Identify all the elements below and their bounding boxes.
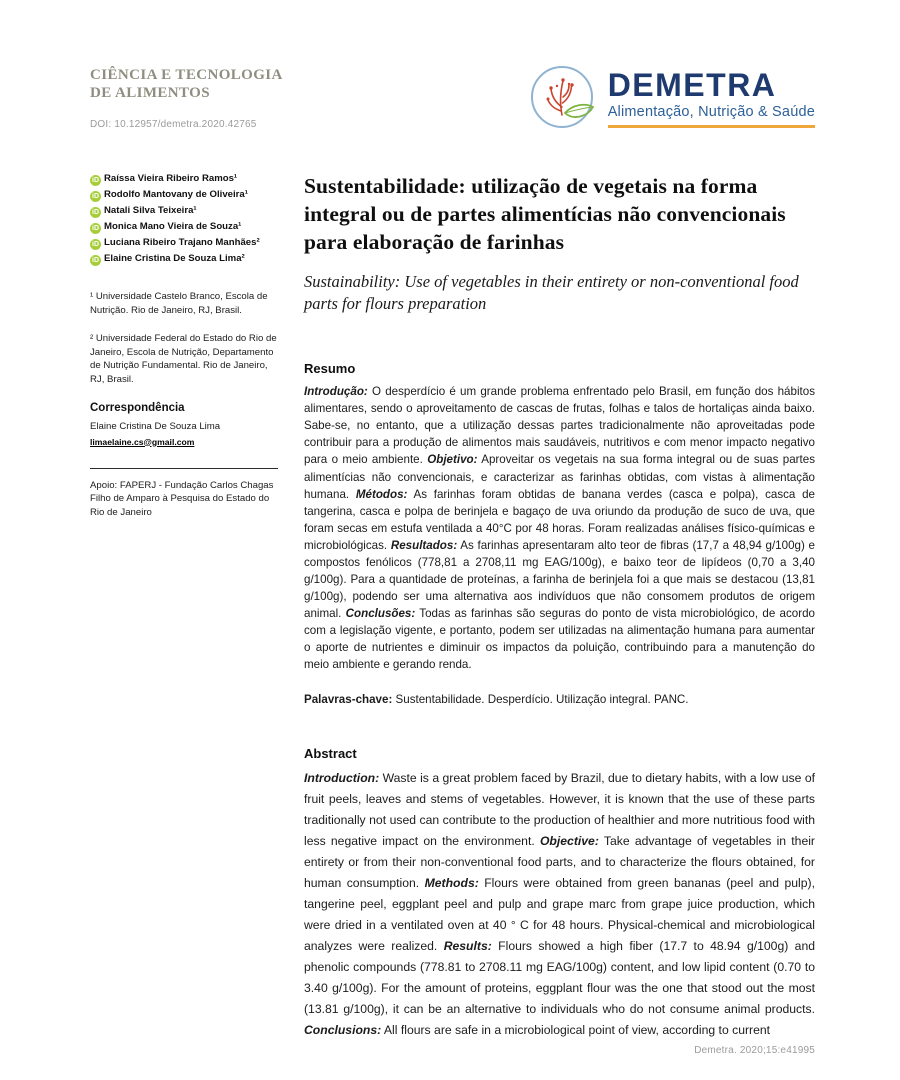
page-citation: Demetra. 2020;15:e41995 [694, 1045, 815, 1056]
paragraph-segment-label: Objetivo: [427, 453, 478, 467]
funding-note: Apoio: FAPERJ - Fundação Carlos Chagas Filho de Amparo à Pesquisa do Estado do Rio de Janeiro [90, 479, 274, 518]
author-name: Raíssa Vieira Ribeiro Ramos¹ [104, 173, 238, 184]
sidebar [90, 173, 278, 1041]
affiliation-2: ² Universidade Federal do Estado do Rio de Janeiro, Escola de Nutrição, Departamento de Nutrição Fundamental. Rio de Janeiro, RJ, Brasil. [90, 333, 277, 386]
author-name: Luciana Ribeiro Trajano Manhães² [104, 237, 260, 248]
paragraph-segment-label: Métodos: [355, 487, 408, 501]
author-list [90, 173, 278, 266]
abstract-text: Introduction: Waste is a great problem faced by Brazil, due to dietary habits, with a low use of fruit peels, leaves and stems of vegetables. However, it is known that the use of these parts traditionally not used can contribute to the production of healthier and more nutritious food with less negative impact on the environment. Objective: Take advantage of vegetables in their entirety or from their non-conventional food parts, and to characterize the flours obtained, for human consumption. Methods: Flours were obtained from green bananas (peel and pulp), tangerine peel, eggplant peel and pulp and grape marc from grape juice production, which were dried in a ventilated oven at 40 ° C for 48 hours. Physical-chemical and microbiological analyzes were realized. Results: Flours showed a high fiber (17.7 to 48.94 g/100g) and phenolic compounds (778.81 to 2708.11 mg EAG/100g) content, and low lipid content (0.70 to 3.40 g/100g). For the amount of proteins, eggplant flour was the one that stood out the most (13.81 g/100g), it can be an alternative to individuals who do not consume animal products. Conclusions: All flours are safe in a microbiological point of view, according to current [304, 770, 815, 1037]
brand-block [607, 66, 815, 128]
article-main [304, 173, 815, 1041]
paragraph-segment-label: Conclusions: [304, 1022, 382, 1037]
author-name: Rodolfo Mantovany de Oliveira¹ [104, 189, 248, 200]
content-area [0, 136, 900, 1041]
doi-text: DOI: 10.12957/demetra.2020.42765 [90, 119, 257, 130]
author-name: Elaine Cristina De Souza Lima² [104, 253, 245, 264]
resumo-text: Introdução: O desperdício é um grande problema enfrentado pelo Brasil, em função dos hábitos alimentares, sendo o aproveitamento de cascas de frutas, folhas e talos de hortaliças ainda baixo. Sabe-se, no entanto, que a utilização dessas partes tradicionalmente não aproveitadas pode contribuir para a produção de alimentos mais saudáveis, nutritivos e com menor impacto negativo para o meio ambiente. Objetivo: Aproveitar os vegetais na sua forma integral ou de suas partes alimentícias não convencionais, e caracterizar as farinhas obtidas, com vistas à alimentação humana. Métodos: As farinhas foram obtidas de banana verdes (casca e polpa), casca de tangerina, casca e polpa de berinjela e bagaço de uva oriundo da produção de suco de uva, que foram secas em estufa ventilada a 40°C por 48 horas. Foram realizadas análises físico-químicas e microbiológicas. Resultados: As farinhas apresentaram alto teor de fibras (17,7 a 48,94 g/100g) e compostos fenólicos (778,81 a 2708,11 mg EAG/100g), e baixo teor de lipídeos (0,70 a 3,40 g/100g). Para a quantidade de proteínas, a farinha de berinjela foi a que mais se destacou (13,81 g/100g), podendo ser uma alternativa aos indivíduos que não consomem produtos de origem animal. Conclusões: Todas as farinhas são seguras do ponto de vista microbiológico, de acordo com a legislação vigente, e portanto, podem ser utilizadas na alimentação humana para aumentar o aporte de nutrientes e diminuir os impactos da poluição, contribuindo para a manutenção do meio ambiente e gerando renda. [304, 385, 815, 671]
orcid-icon[interactable]: iD [92, 177, 99, 184]
orcid-icon[interactable]: iD [92, 241, 99, 248]
affiliations [90, 290, 278, 387]
correspondence-name: Elaine Cristina De Souza Lima [90, 420, 221, 432]
correspondence-email[interactable]: limaelaine.cs@gmail.com [90, 436, 195, 447]
orcid-icon[interactable]: iD [92, 225, 99, 232]
journal-section-line2: DE ALIMENTOS [90, 85, 210, 101]
paragraph-segment-label: Conclusões: [345, 606, 416, 620]
journal-section-title [90, 66, 283, 102]
author-item [90, 205, 278, 218]
header-left [90, 66, 283, 130]
author-item [90, 189, 278, 202]
article-title-en: Sustainability: Use of vegetables in their entirety or non-conventional food parts for flours preparation [304, 271, 799, 314]
abstract-heading: Abstract [304, 745, 357, 761]
page-header [0, 0, 900, 136]
paragraph-segment-label: Introdução: [304, 385, 368, 399]
journal-section-line1: CIÊNCIA E TECNOLOGIA [90, 67, 283, 83]
paragraph-segment-label: Resultados: [390, 538, 458, 552]
keywords-text: Sustentabilidade. Desperdício. Utilização integral. PANC. [392, 692, 689, 706]
author-item [90, 173, 278, 186]
sidebar-divider [90, 468, 278, 469]
paragraph-segment-label: Objective: [539, 833, 599, 848]
resumo-heading: Resumo [304, 361, 356, 377]
journal-logo-block [524, 60, 815, 136]
keywords-line [304, 693, 815, 706]
author-name: Natali Silva Teixeira¹ [104, 205, 197, 216]
keywords-label: Palavras-chave: [304, 692, 393, 706]
paragraph-segment-label: Methods: [424, 875, 479, 890]
affiliation-1: ¹ Universidade Castelo Branco, Escola de Nutrição. Rio de Janeiro, RJ, Brasil. [90, 291, 268, 316]
correspondence-heading: Correspondência [90, 401, 185, 414]
orcid-icon[interactable]: iD [92, 209, 99, 216]
paragraph-segment-label: Introduction: [304, 770, 380, 785]
author-name: Monica Mano Vieira de Souza¹ [104, 221, 242, 232]
journal-tagline: Alimentação, Nutrição & Saúde [607, 103, 815, 120]
demetra-logo-icon [524, 60, 600, 136]
author-item [90, 221, 278, 234]
paragraph-segment-label: Results: [443, 938, 492, 953]
article-title-pt: Sustentabilidade: utilização de vegetais na forma integral ou de partes alimentícias não convencionais para elaboração de farinhas [304, 174, 786, 254]
author-item [90, 237, 278, 250]
orcid-icon[interactable]: iD [92, 193, 99, 200]
correspondence-block [90, 402, 278, 450]
orcid-icon[interactable]: iD [92, 257, 99, 264]
author-item [90, 253, 278, 266]
journal-brand: DEMETRA [607, 66, 777, 103]
